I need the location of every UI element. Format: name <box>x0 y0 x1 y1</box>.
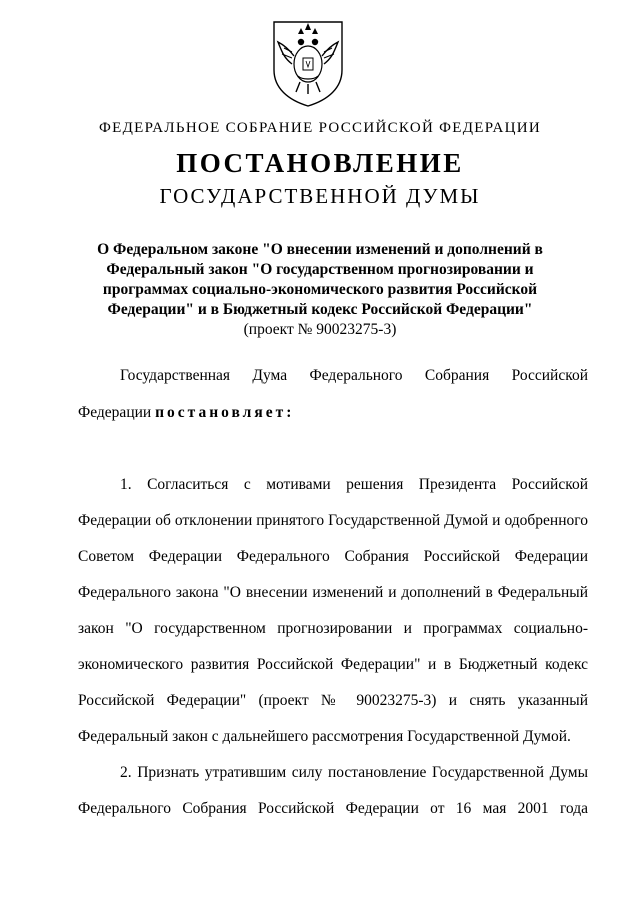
title-line: Федеральный закон "О государственном прогнозировании и <box>106 261 534 278</box>
document-type-heading: ПОСТАНОВЛЕНИЕ <box>176 148 464 178</box>
preamble-line: Государственная Дума Федерального Собрания Российской <box>120 367 588 384</box>
paragraph-line: 1. Согласиться с мотивами решения Президента Российской <box>120 476 588 493</box>
title-line: программах социально-экономического развития Российской <box>102 281 538 298</box>
paragraph-line: Федерации об отклонении принятого Государственной Думой и одобренного <box>78 512 588 529</box>
preamble-subject: Федерации <box>78 404 152 421</box>
paragraph-line: закон "О государственном прогнозировании и программах социально- <box>78 620 588 637</box>
project-number: (проект № 90023275-3) <box>243 321 397 338</box>
issuer-heading: ГОСУДАРСТВЕННОЙ ДУМЫ <box>159 184 481 208</box>
preamble-line <box>78 404 588 422</box>
paragraph-line: Федерального закона "О внесении изменений и дополнений в Федеральный <box>78 584 588 601</box>
paragraph-line: Федерального Собрания Российской Федерации от 16 мая 2001 года <box>78 800 588 817</box>
paragraph-line: 2. Признать утратившим силу постановление Государственной Думы <box>120 764 588 781</box>
title-line: Федерации" и в Бюджетный кодекс Российской Федерации" <box>107 301 533 318</box>
coat-of-arms-emblem <box>270 18 346 110</box>
title-line: О Федеральном законе "О внесении изменений и дополнений в <box>97 241 543 258</box>
paragraph-line: экономического развития Российской Федерации" и в Бюджетный кодекс <box>78 656 588 673</box>
paragraph-line: Российской Федерации" (проект № 90023275-3) и снять указанный <box>78 692 588 709</box>
assembly-heading: ФЕДЕРАЛЬНОЕ СОБРАНИЕ РОССИЙСКОЙ ФЕДЕРАЦИИ <box>98 120 542 136</box>
paragraph-line: Федеральный закон с дальнейшего рассмотрения Государственной Думой. <box>78 728 571 745</box>
resolves-word: постановляет: <box>155 404 295 421</box>
paragraph-line: Советом Федерации Федерального Собрания Российской Федерации <box>78 548 588 565</box>
